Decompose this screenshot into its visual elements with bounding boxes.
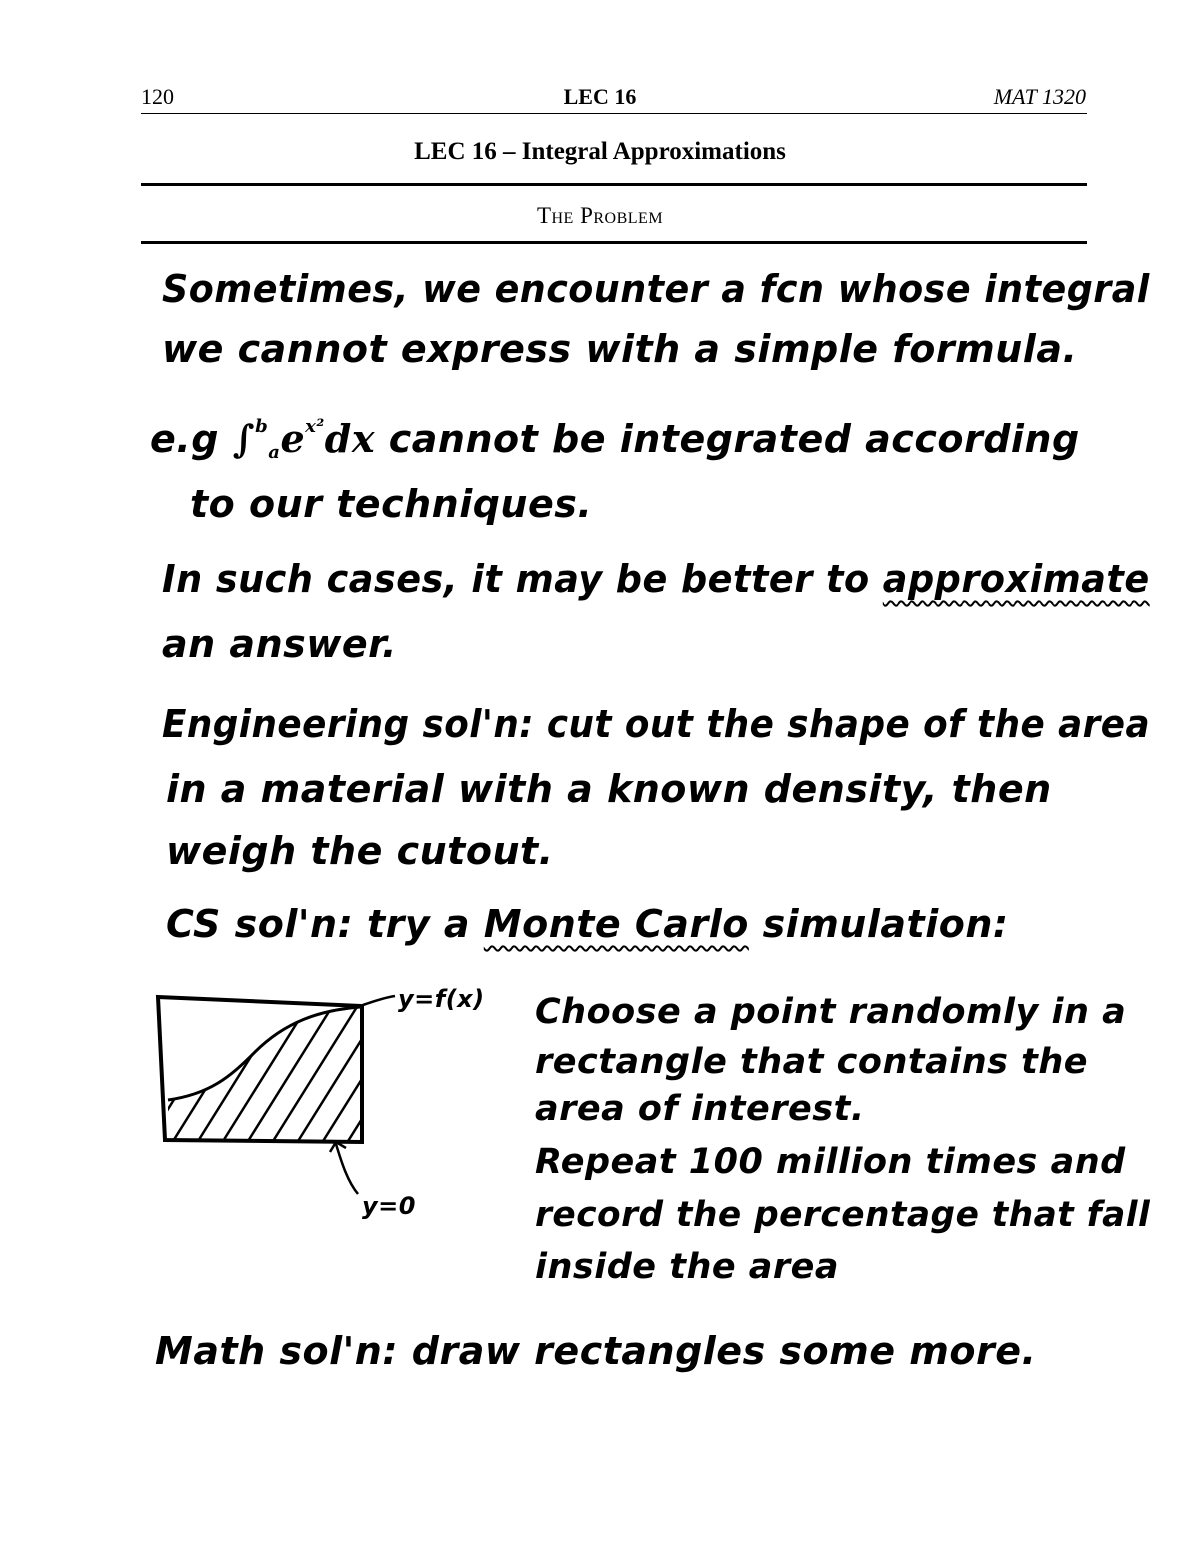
note-line: to our techniques.	[190, 482, 593, 526]
note-line: area of interest.	[535, 1089, 865, 1129]
note-line: Repeat 100 million times and	[535, 1142, 1126, 1182]
note-text: simulation:	[762, 902, 1009, 946]
note-line: Engineering sol'n: cut out the shape of the area	[162, 702, 1151, 746]
monte-carlo-diagram	[150, 982, 510, 1222]
note-line: an answer.	[162, 622, 397, 666]
integral-lower-limit: a	[268, 442, 281, 463]
axis-label: y=0	[362, 1192, 416, 1220]
note-line: Choose a point randomly in a	[535, 992, 1127, 1032]
section-rule	[141, 241, 1087, 244]
header-rule	[141, 113, 1087, 114]
note-line	[166, 902, 1009, 946]
integral-sign: ∫	[232, 416, 256, 461]
differential: dx	[324, 416, 375, 461]
note-line: Sometimes, we encounter a fcn whose integral	[162, 267, 1150, 311]
integrand-base: e	[280, 416, 306, 461]
running-head: LEC 16	[563, 84, 637, 109]
curve-label: y=f(x)	[398, 985, 485, 1013]
integrand-exponent: x²	[305, 416, 325, 437]
curve-pointer	[360, 996, 395, 1006]
page-number: 120	[141, 84, 174, 109]
note-line: we cannot express with a simple formula.	[162, 327, 1078, 371]
note-line	[150, 418, 1080, 462]
note-line: in a material with a known density, then	[166, 767, 1052, 811]
note-line: rectangle that contains the	[535, 1042, 1089, 1082]
note-text: cannot be integrated according	[388, 417, 1080, 461]
course-code: MAT 1320	[993, 84, 1086, 109]
title-rule	[141, 183, 1087, 186]
eg-label: e.g	[150, 417, 219, 461]
note-text: In such cases, it may be better to	[162, 557, 870, 601]
integral-upper-limit: b	[255, 416, 269, 437]
note-text: CS sol'n: try a	[166, 902, 471, 946]
underlined-word: Monte Carlo	[483, 902, 749, 946]
axis-pointer	[336, 1144, 358, 1194]
integral-expression	[233, 416, 389, 461]
note-line: Math sol'n: draw rectangles some more.	[155, 1329, 1037, 1373]
underlined-word: approximate	[882, 557, 1150, 601]
note-line: inside the area	[535, 1247, 840, 1287]
section-heading: The Problem	[536, 203, 664, 228]
lecture-title: LEC 16 – Integral Approximations	[414, 138, 786, 165]
note-line	[162, 557, 1150, 601]
note-line: weigh the cutout.	[166, 829, 554, 873]
note-line: record the percentage that fall	[535, 1195, 1151, 1235]
